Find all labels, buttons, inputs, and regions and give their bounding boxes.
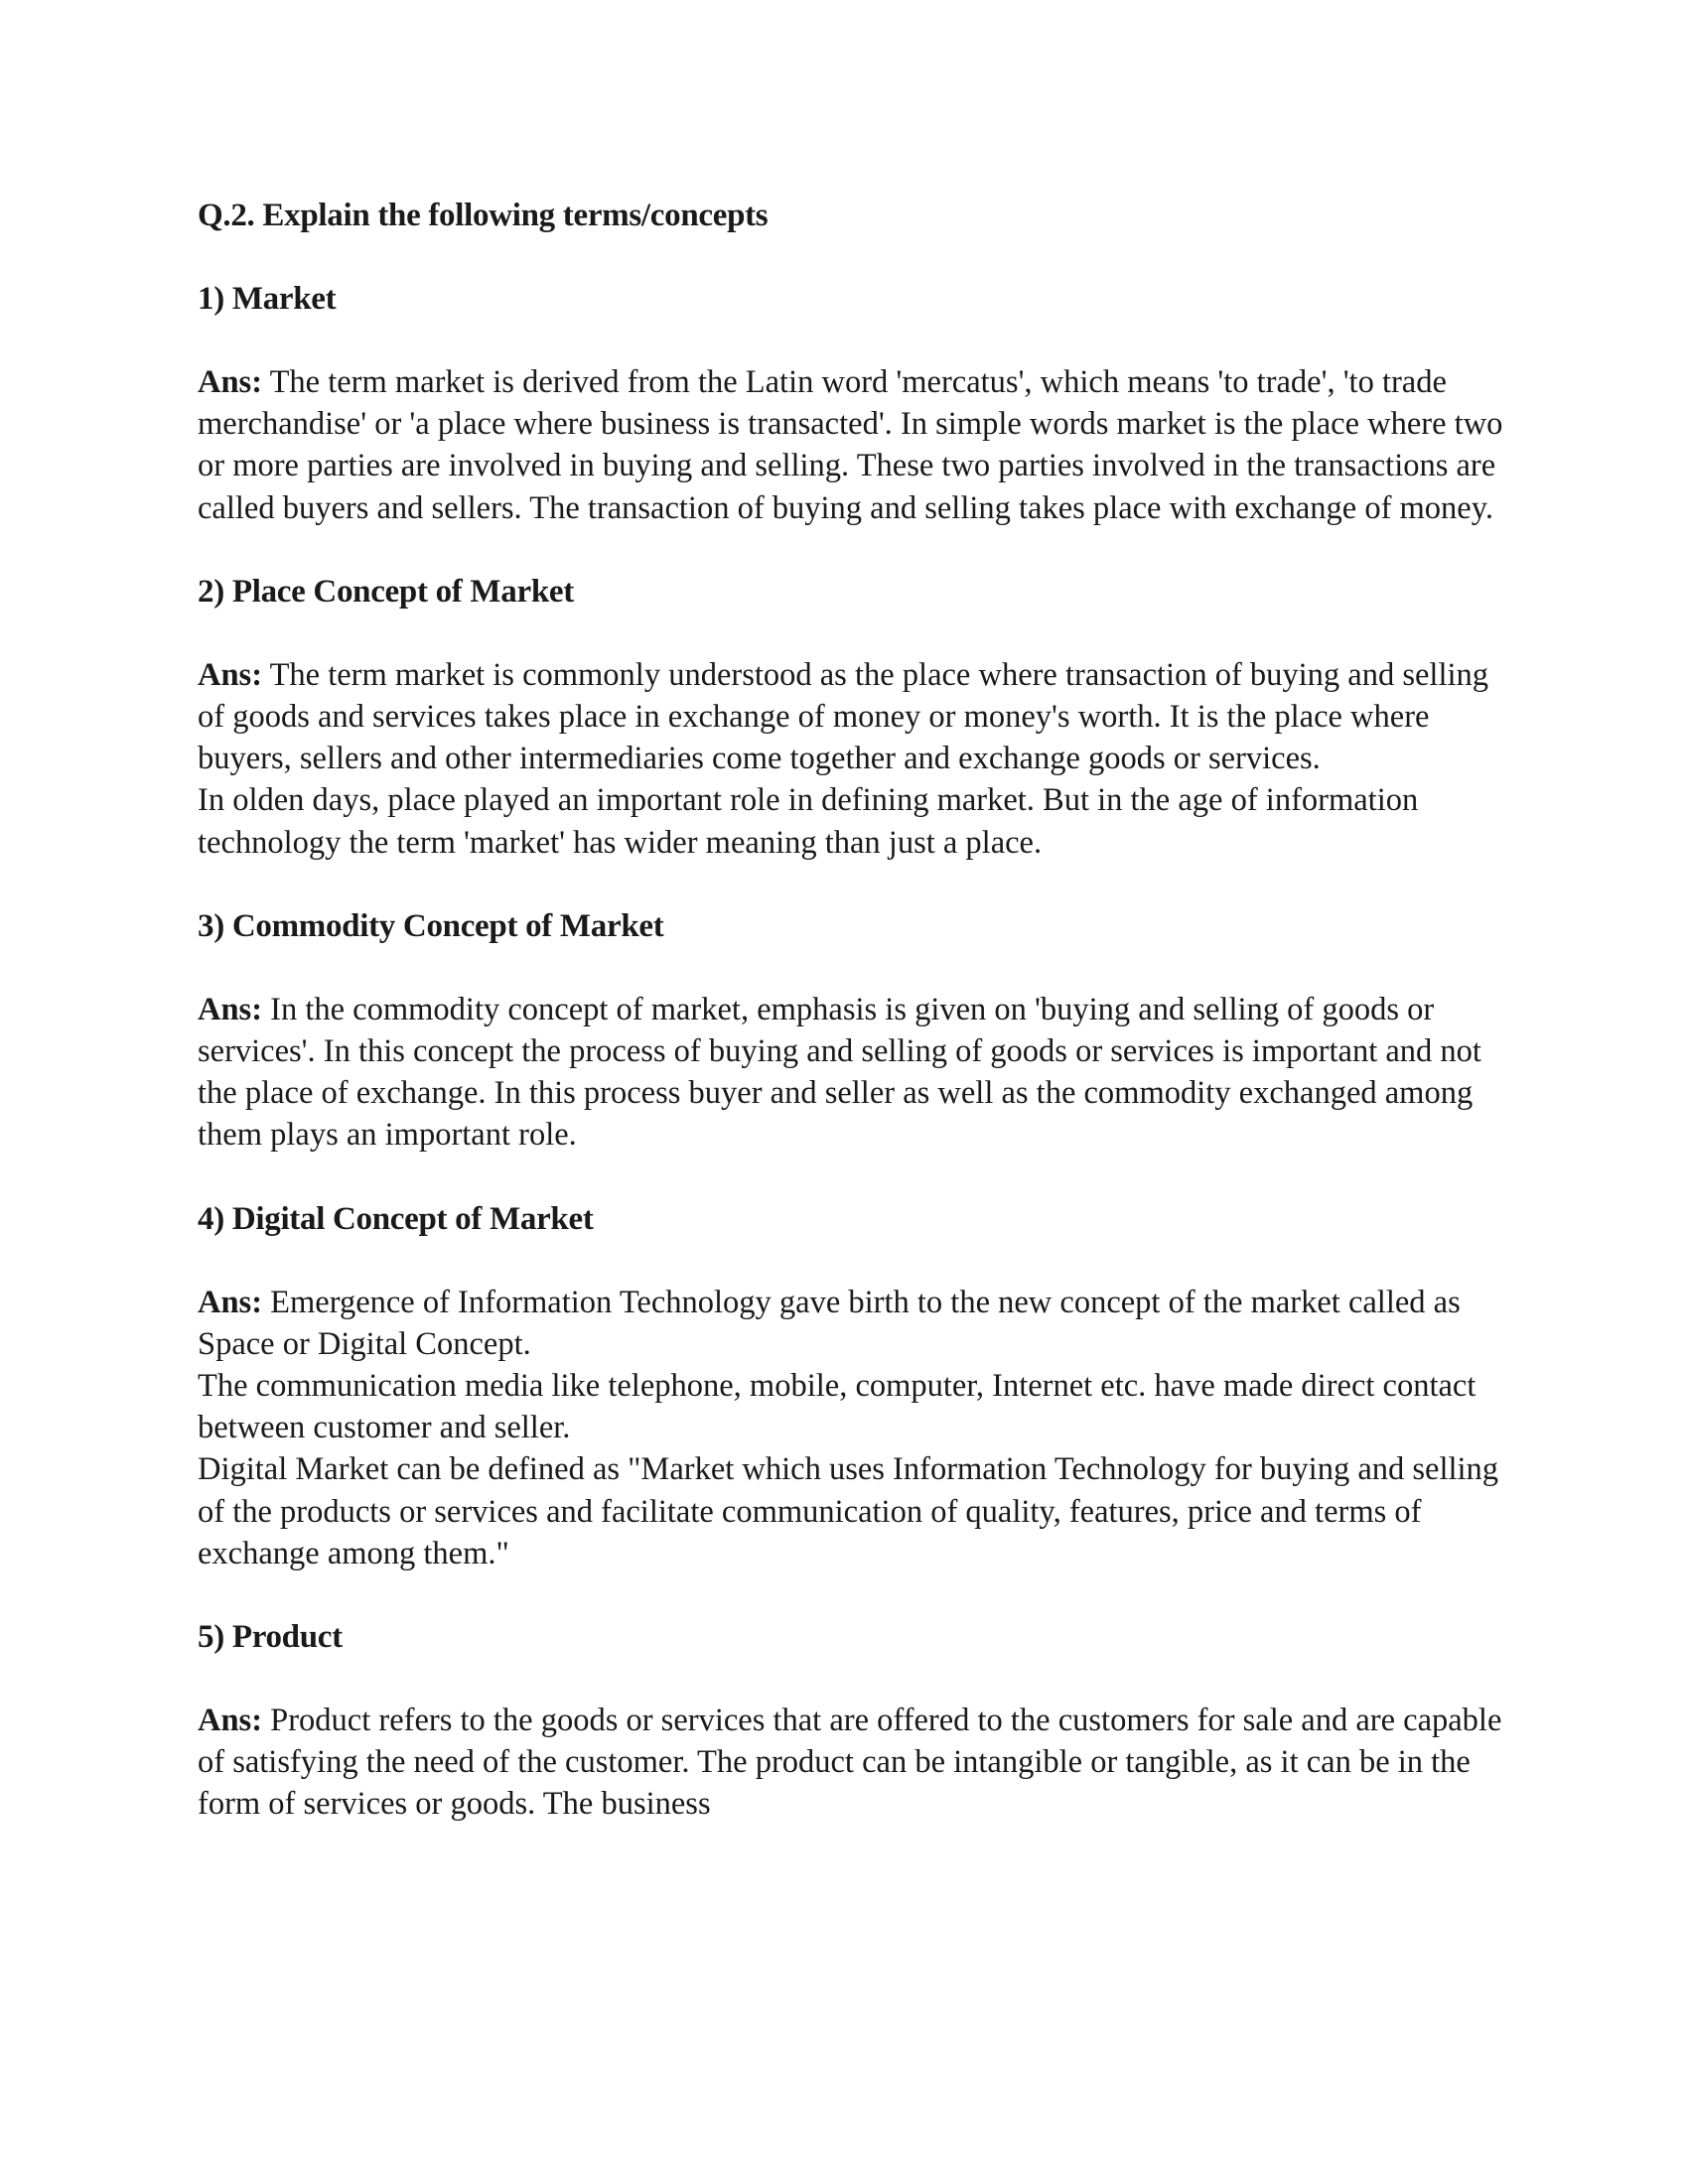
answer-block [198, 654, 1518, 864]
question-title: Q.2. Explain the following terms/concepts [198, 198, 769, 233]
answer-block [198, 1282, 1518, 1574]
answer-paragraph [198, 989, 1518, 1157]
answer-paragraph: Digital Market can be defined as "Market which uses Information Technology for buying and selling of the products or services and facilitate communication of quality, features, price and terms of exchange among them." [198, 1451, 1499, 1571]
answer-label: Ans: [198, 364, 263, 400]
answer-paragraph [198, 361, 1518, 529]
answer-text: The term market is commonly understood as the place where transaction of buying and selling of goods and services takes place in exchange of money or money's worth. It is the place where buyers, sellers and other intermediaries come together and exchange goods or services. [198, 656, 1489, 777]
section-product [198, 1616, 1518, 1826]
answer-paragraph [198, 1700, 1518, 1826]
section-heading: 1) Market [198, 281, 337, 317]
answer-paragraph: In olden days, place played an important role in defining market. But in the age of information technology the term 'market' has wider meaning than just a place. [198, 782, 1419, 861]
section-market [198, 278, 1518, 529]
answer-text: In the commodity concept of market, emphasis is given on 'buying and selling of goods or services'. In this concept the process of buying and selling of goods or services is important and not the place of exchange. In this process buyer and seller as well as the commodity exchanged among them plays an important role. [198, 991, 1481, 1154]
section-place-concept [198, 571, 1518, 864]
answer-text: The term market is derived from the Latin word 'mercatus', which means 'to trade', 'to trade merchandise' or 'a place where business is transacted'. In simple words market is the place where two or more parties are involved in buying and selling. These two parties involved in the transactions are called buyers and sellers. The transaction of buying and selling takes place with exchange of money. [198, 364, 1503, 526]
section-commodity-concept [198, 905, 1518, 1157]
section-heading: 5) Product [198, 1619, 343, 1656]
answer-paragraph: Space or Digital Concept. [198, 1325, 531, 1362]
answer-text: Emergence of Information Technology gave birth to the new concept of the market called as [270, 1284, 1461, 1320]
answer-paragraph: The communication media like telephone, mobile, computer, Internet etc. have made direct contact between customer and seller. [198, 1368, 1477, 1446]
section-heading: 2) Place Concept of Market [198, 573, 574, 610]
answer-label: Ans: [198, 1703, 263, 1739]
answer-paragraph [198, 1282, 1518, 1323]
answer-label: Ans: [198, 656, 263, 693]
answer-label: Ans: [198, 991, 263, 1027]
document-page [198, 195, 1518, 1867]
answer-block [198, 989, 1518, 1157]
answer-block [198, 361, 1518, 529]
section-heading: 3) Commodity Concept of Market [198, 907, 664, 944]
answer-block [198, 1700, 1518, 1826]
answer-label: Ans: [198, 1284, 263, 1320]
section-digital-concept [198, 1198, 1518, 1574]
answer-paragraph [198, 654, 1518, 780]
answer-text: Product refers to the goods or services that are offered to the customers for sale and are capable of satisfying the need of the customer. The product can be intangible or tangible, as it can be in the form of services or goods. The business [198, 1703, 1502, 1823]
section-heading: 4) Digital Concept of Market [198, 1200, 594, 1237]
